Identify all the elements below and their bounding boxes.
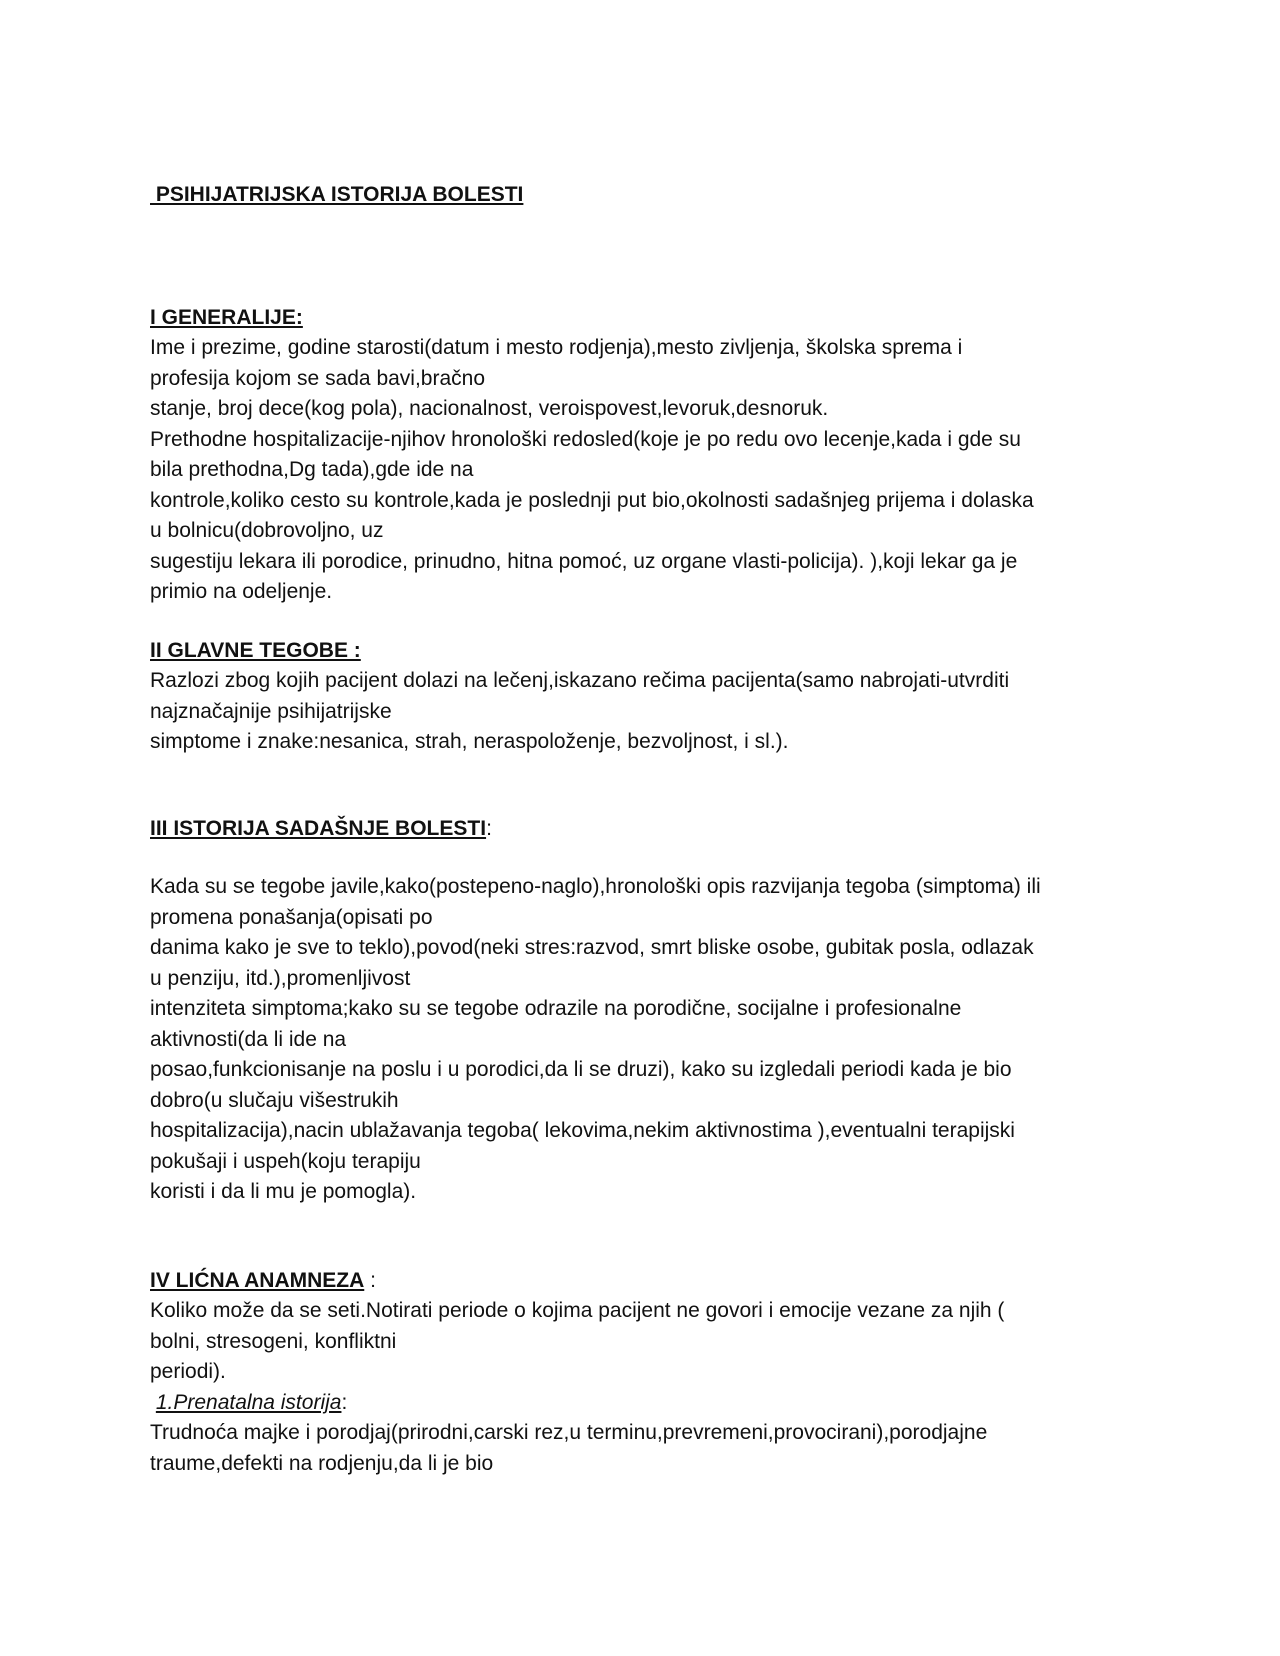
- text-line: najznačajnije psihijatrijske: [150, 699, 392, 723]
- section-glavne-tegobe: [150, 636, 1140, 758]
- text-line: promena ponašanja(opisati po: [150, 905, 433, 929]
- text-line: posao,funkcionisanje na poslu i u porodici,da li se druzi), kako su izgledali periodi kada je bio: [150, 1058, 1012, 1081]
- text-line: Prethodne hospitalizacije-njihov hronološki redosled(koje je po redu ovo lecenje,kada i gde su: [150, 427, 1021, 451]
- text-line: traume,defekti na rodjenju,da li je bio: [150, 1451, 494, 1475]
- text-line: Ime i prezime, godine starosti(datum i mesto rodjenja),mesto zivljenja, školska sprema i: [150, 336, 963, 359]
- text-line: Trudnoća majke i porodjaj(prirodni,carski rez,u terminu,prevremeni,provocirani),porodjajne: [150, 1421, 988, 1444]
- text-line: Kada su se tegobe javile,kako(postepeno-naglo),hronološki opis razvijanja tegoba (simptoma) ili: [150, 875, 1041, 898]
- text-line: danima kako je sve to teklo),povod(neki stres:razvod, smrt bliske osobe, gubitak posla, odlazak: [150, 936, 1034, 959]
- text-line: koristi i da li mu je pomogla).: [150, 1180, 417, 1203]
- text-line: Koliko može da se seti.Notirati periode o kojima pacijent ne govori i emocije vezane za njih (: [150, 1299, 1005, 1322]
- text-line: bila prethodna,Dg tada),gde ide na: [150, 458, 474, 481]
- subsection-suffix: :: [341, 1390, 348, 1414]
- text-line: sugestiju lekara ili porodice, prinudno, hitna pomoć, uz organe vlasti-policija). ),koji lekar ga je: [150, 549, 1018, 573]
- text-line: kontrole,koliko cesto su kontrole,kada je poslednji put bio,okolnosti sadašnjeg prijema i dolaska: [150, 488, 1034, 512]
- text-line: profesija kojom se sada bavi,bračno: [150, 366, 486, 390]
- text-line: hospitalizacija),nacin ublažavanja tegoba( lekovima,nekim aktivnostima ),eventualni terapijski: [150, 1119, 1015, 1142]
- heading-suffix: :: [364, 1268, 376, 1292]
- document-body: [150, 180, 1140, 1479]
- section-licna-anamneza: [150, 1266, 1140, 1480]
- text-line: pokušaji i uspeh(koju terapiju: [150, 1149, 421, 1173]
- text-line: simptome i znake:nesanica, strah, neraspoloženje, bezvoljnost, i sl.).: [150, 730, 789, 753]
- document-title: PSIHIJATRIJSKA ISTORIJA BOLESTI: [150, 183, 524, 206]
- text-line: u bolnicu(dobrovoljno, uz: [150, 519, 384, 542]
- section-heading-generalije: I GENERALIJE:: [150, 305, 303, 329]
- subsection-heading-prenatalna-istorija: 1.Prenatalna istorija: [155, 1390, 342, 1414]
- section-heading-glavne-tegobe: II GLAVNE TEGOBE :: [150, 638, 361, 662]
- text-line: Razlozi zbog kojih pacijent dolazi na lečenj,iskazano rečima pacijenta(samo nabrojati-utvrditi: [150, 669, 1010, 692]
- text-line: stanje, broj dece(kog pola), nacionalnost, veroispovest,levoruk,desnoruk.: [150, 397, 829, 420]
- text-line: intenziteta simptoma;kako su se tegobe odrazile na porodične, socijalne i profesionalne: [150, 997, 962, 1020]
- section-heading-licna-anamneza: IV LIĆNA ANAMNEZA: [150, 1268, 365, 1292]
- text-line: primio na odeljenje.: [150, 580, 333, 603]
- text-line: bolni, stresogeni, konfliktni: [150, 1329, 397, 1353]
- section-heading-istorija-sadasnje-bolesti: III ISTORIJA SADAŠNJE BOLESTI: [150, 816, 487, 840]
- text-line: periodi).: [150, 1360, 226, 1383]
- section-generalije: [150, 303, 1140, 608]
- section-istorija-sadasnje-bolesti: [150, 814, 1140, 1208]
- heading-suffix: :: [486, 816, 492, 840]
- text-line: u penziju, itd.),promenljivost: [150, 966, 411, 990]
- text-line: dobro(u slučaju višestrukih: [150, 1088, 399, 1112]
- text-line: aktivnosti(da li ide na: [150, 1027, 347, 1051]
